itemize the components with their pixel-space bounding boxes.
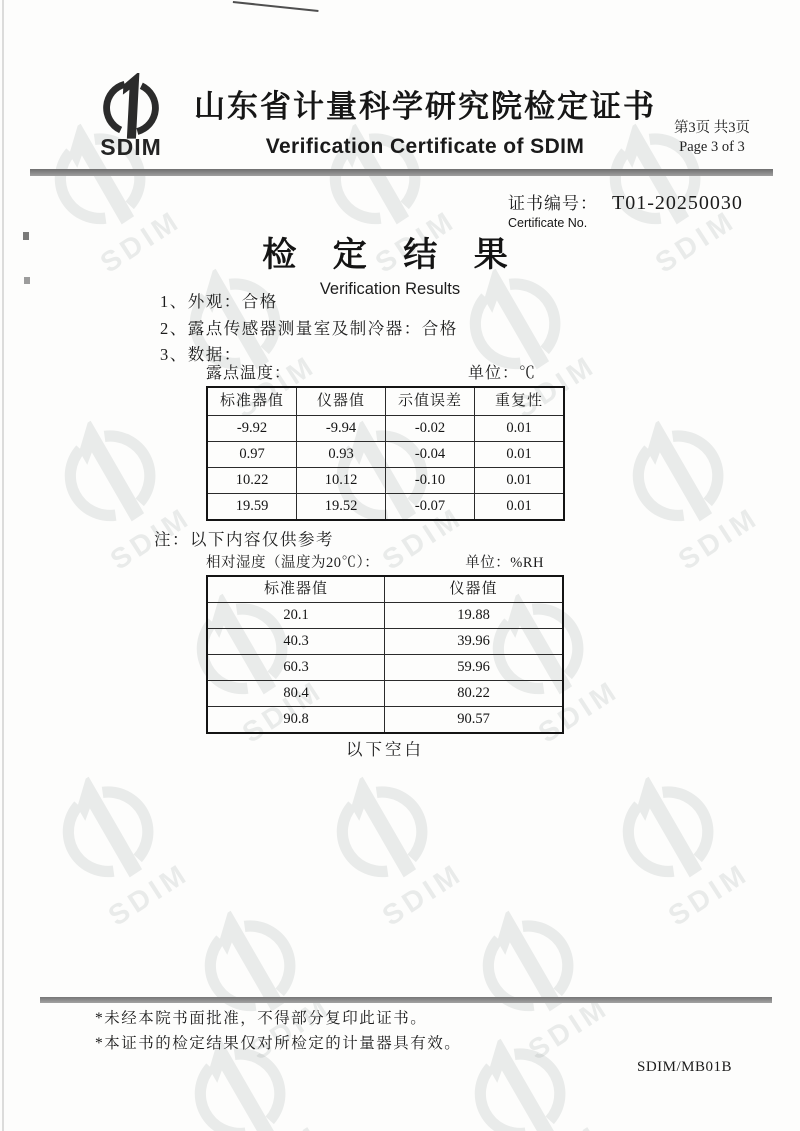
certificate-number-label: 证书编号： [508,194,598,213]
footer-note-validity: *本证书的检定结果仅对所检定的计量器具有效。 [95,1035,462,1052]
watermark-logo [31,397,208,585]
sdim-logo [78,73,184,160]
certificate-number-label-en: Certificate No. [508,216,588,230]
footer-notes [95,1006,461,1056]
table-cell: 90.8 [207,707,385,734]
header-rule-bar [30,169,773,176]
result-item-appearance: 1、外观：合格 [160,292,278,311]
page-indicator [648,119,776,157]
table-cell: -0.07 [386,494,475,521]
header-title-block [180,81,670,159]
table-cell: 0.01 [475,442,565,468]
table-header-cell: 仪器值 [385,576,564,603]
blank-below-note: 以下空白 [346,740,424,759]
table-header-cell: 仪器值 [297,387,386,416]
table-cell: 10.12 [297,468,386,494]
table-cell: -0.02 [386,416,475,442]
table-cell: 80.4 [207,681,385,707]
table-cell: 19.88 [385,603,564,629]
table-cell: 90.57 [385,707,564,734]
certificate-title-en: Verification Certificate of SDIM [265,135,585,158]
dew-point-caption-row [206,360,536,383]
sdim-logo-icon [96,73,166,140]
humidity-caption: 相对湿度（温度为20℃）： [206,555,380,571]
table-row [207,442,564,468]
table-cell: 40.3 [207,629,385,655]
page-indicator-cn: 第3页 共3页 [673,120,751,136]
scan-scratch [233,1,319,12]
table-cell: 19.59 [207,494,297,521]
table-cell: 19.52 [297,494,386,521]
dew-point-table [206,386,565,521]
table-row [207,655,563,681]
table-row [207,707,563,734]
form-number: SDIM/MB01B [637,1059,733,1075]
table-row [207,629,563,655]
footer-rule-bar [40,997,772,1003]
reference-note: 注：以下内容仅供参考 [154,530,334,549]
table-cell: -0.10 [386,468,475,494]
page-indicator-en: Page 3 of 3 [679,139,745,155]
dew-point-unit: 单位：℃ [467,365,536,382]
table-header-row [207,387,564,416]
scan-edge-line [2,0,4,1131]
result-list [160,289,458,369]
watermark-logo [441,1015,618,1131]
humidity-table [206,575,564,734]
table-cell: -9.94 [297,416,386,442]
humidity-caption-row [206,551,544,572]
table-header-cell: 示值误差 [386,387,475,416]
results-title-en: Verification Results [319,280,461,298]
table-cell: 0.01 [475,416,565,442]
table-row [207,468,564,494]
table-header-cell: 标准器值 [207,387,297,416]
watermark-logo [29,753,206,941]
table-cell: 80.22 [385,681,564,707]
watermark-logo [589,753,766,941]
table-header-row [207,576,563,603]
table-cell: 39.96 [385,629,564,655]
table-header-cell: 重复性 [475,387,565,416]
table-row [207,416,564,442]
results-title-cn: 检 定 结 果 [262,237,518,274]
table-header-cell: 标准器值 [207,576,385,603]
table-row [207,603,563,629]
certificate-title-cn: 山东省计量科学研究院检定证书 [194,89,656,124]
table-cell: 0.93 [297,442,386,468]
watermark-logo [599,397,776,585]
sdim-logo-label: SDIM [100,134,162,160]
table-cell: 59.96 [385,655,564,681]
watermark-logo [303,753,480,941]
certificate-number-block [508,189,743,230]
table-cell: 20.1 [207,603,385,629]
watermark-logo [449,887,626,1075]
dew-point-caption: 露点温度： [206,365,292,382]
table-cell: 10.22 [207,468,297,494]
table-row [207,681,563,707]
table-cell: 0.97 [207,442,297,468]
result-item-data: 3、数据： [160,345,242,364]
certificate-number-value: T01-20250030 [612,192,743,214]
humidity-unit: 单位：%RH [465,555,544,571]
table-row [207,494,564,521]
table-cell: 0.01 [475,468,565,494]
result-item-sensor: 2、露点传感器测量室及制冷器：合格 [160,318,458,338]
table-cell: 0.01 [475,494,565,521]
table-cell: -9.92 [207,416,297,442]
footer-note-copy: *未经本院书面批准，不得部分复印此证书。 [95,1010,428,1027]
table-cell: 60.3 [207,655,385,681]
table-cell: -0.04 [386,442,475,468]
